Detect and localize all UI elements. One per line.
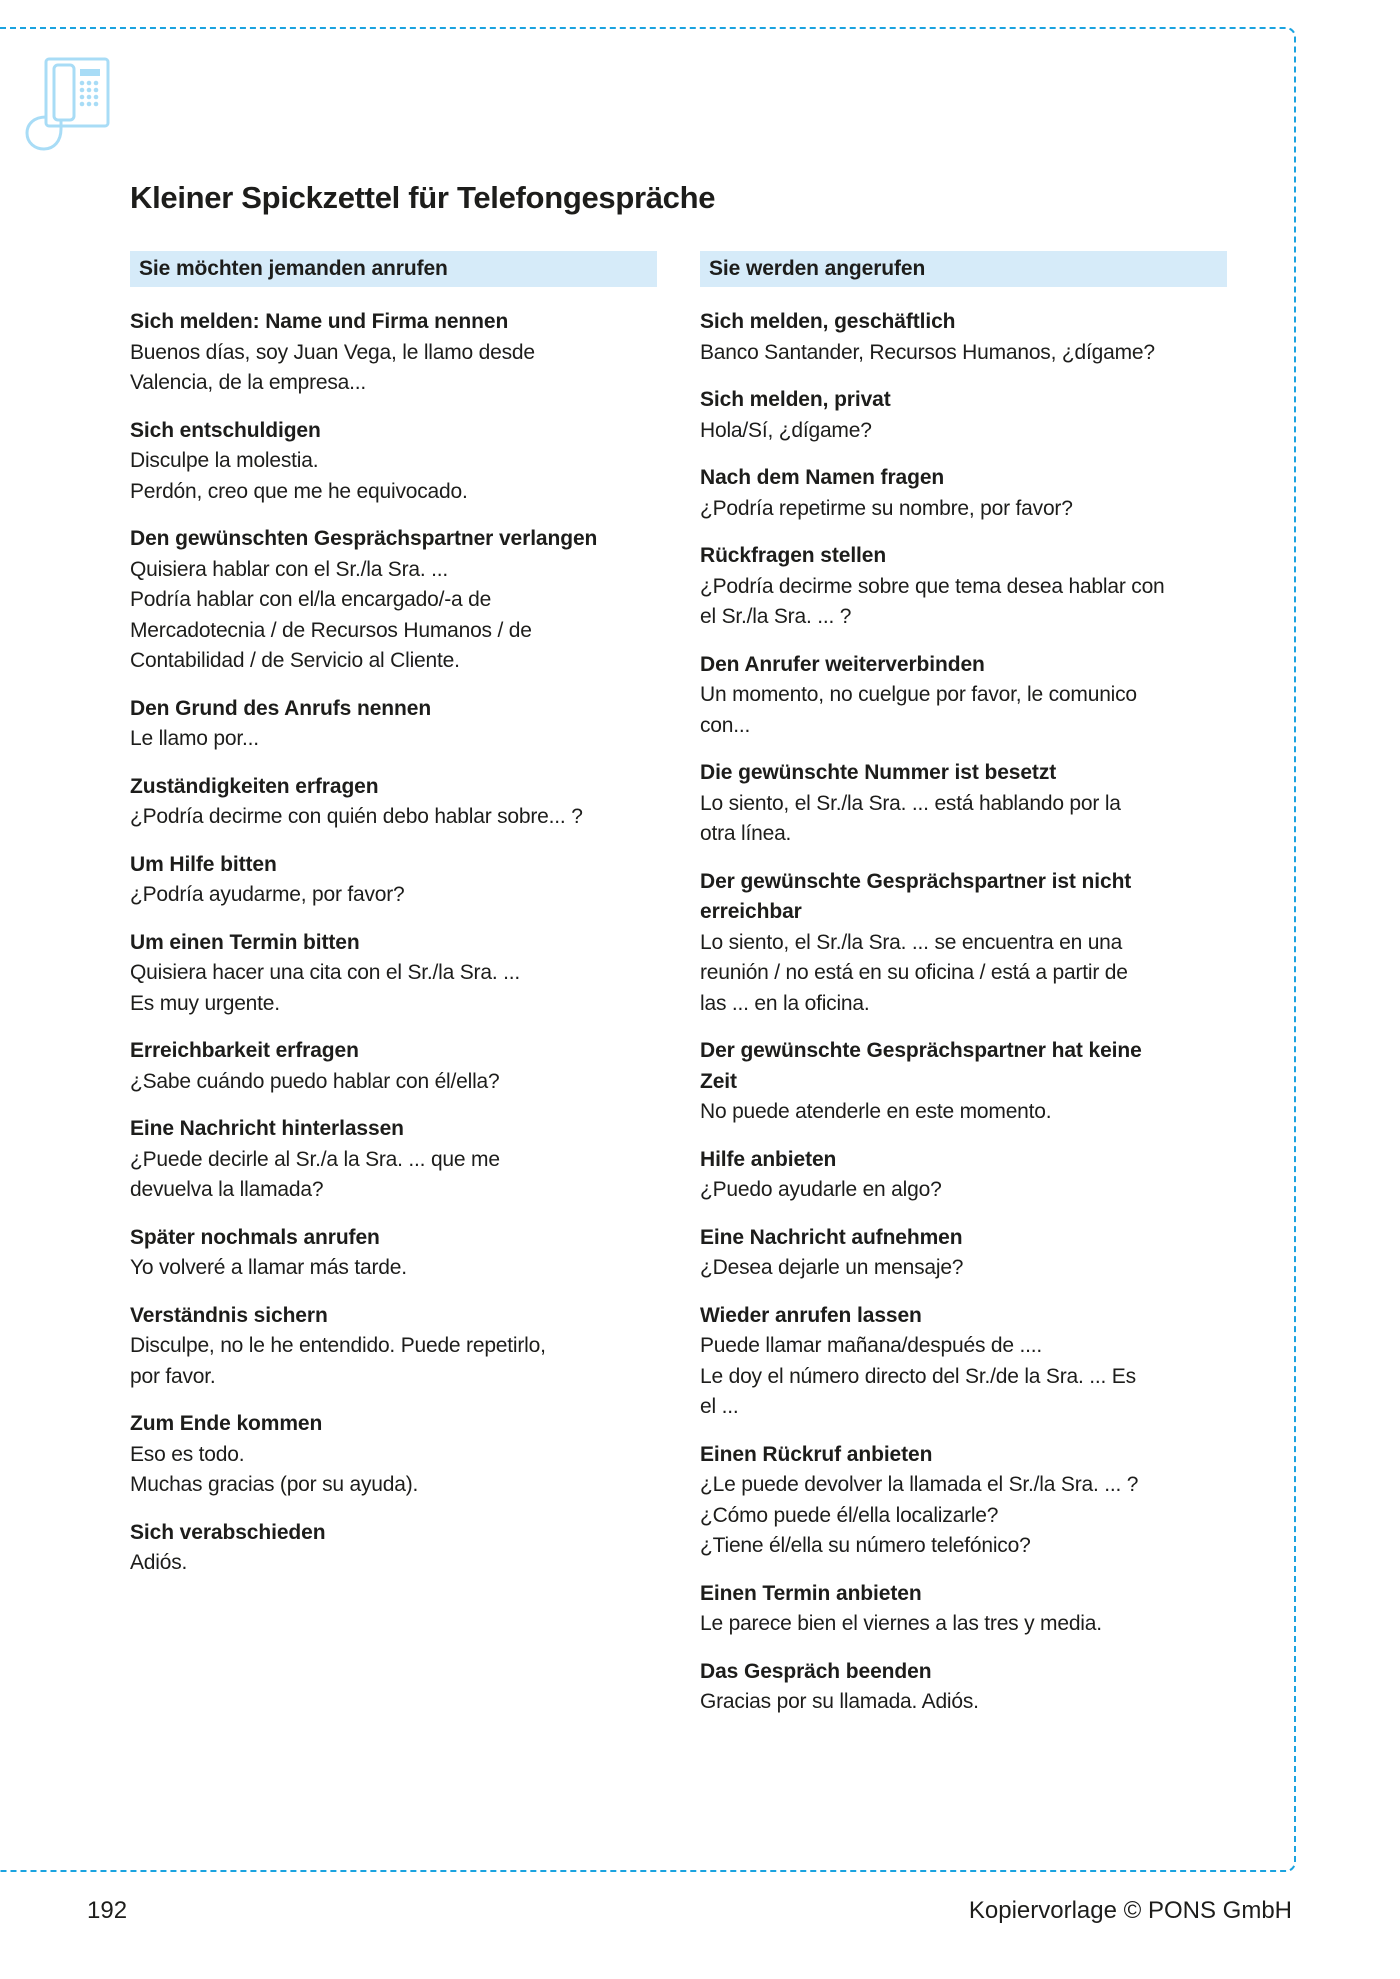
phrase-entry bbox=[700, 650, 1227, 742]
spanish-phrase: devuelva la llamada? bbox=[130, 1178, 324, 1201]
spanish-phrase: Le llamo por... bbox=[130, 727, 259, 750]
entry-heading: Sich melden, geschäftlich bbox=[700, 310, 956, 333]
column-header: Sie möchten jemanden anrufen bbox=[130, 251, 657, 287]
phrase-entry bbox=[700, 541, 1227, 633]
spanish-phrase: Quisiera hablar con el Sr./la Sra. ... bbox=[130, 557, 449, 581]
spanish-phrase: ¿Puedo ayudarle en algo? bbox=[700, 1178, 942, 1201]
spanish-phrase: ¿Sabe cuándo puedo hablar con él/ella? bbox=[130, 1069, 500, 1093]
spanish-phrase: Puede llamar mañana/después de .... bbox=[700, 1334, 1043, 1357]
copyright-notice: Kopiervorlage © PONS GmbH bbox=[968, 1897, 1292, 1924]
spanish-phrase: Podría hablar con el/la encargado/-a de bbox=[130, 588, 492, 611]
phrase-entry bbox=[130, 1518, 657, 1579]
spanish-phrase: reunión / no está en su oficina / está a partir de bbox=[700, 961, 1128, 984]
spanish-phrase: ¿Podría decirme con quién debo hablar sobre... ? bbox=[130, 805, 583, 828]
spanish-phrase: Un momento, no cuelgue por favor, le comunico bbox=[700, 683, 1137, 706]
entry-heading: Sich entschuldigen bbox=[130, 418, 321, 442]
column-being-called bbox=[700, 251, 1227, 1735]
phrase-entry bbox=[130, 1036, 657, 1097]
spanish-phrase: Es muy urgente. bbox=[130, 991, 280, 1015]
phrase-entry bbox=[130, 928, 657, 1020]
phrase-entry bbox=[700, 758, 1227, 850]
phrase-entry bbox=[700, 307, 1227, 368]
entry-heading: Die gewünschte Nummer ist besetzt bbox=[700, 761, 1057, 784]
spanish-phrase: Quisiera hacer una cita con el Sr./la Sra. ... bbox=[130, 961, 520, 984]
entry-heading: Rückfragen stellen bbox=[700, 544, 887, 567]
entry-heading: Sich melden: Name und Firma nennen bbox=[130, 310, 509, 333]
phrase-entry bbox=[130, 1223, 657, 1284]
entry-heading: Um einen Termin bitten bbox=[130, 930, 360, 954]
phrase-entry bbox=[700, 867, 1227, 1020]
spanish-phrase: las ... en la oficina. bbox=[700, 991, 870, 1015]
spanish-phrase: ¿Cómo puede él/ella localizarle? bbox=[700, 1503, 999, 1527]
spanish-phrase: Gracias por su llamada. Adiós. bbox=[700, 1690, 979, 1713]
entry-heading: Den gewünschten Gesprächspartner verlangen bbox=[130, 527, 598, 550]
phrase-entry bbox=[700, 385, 1227, 446]
spanish-phrase: el Sr./la Sra. ... ? bbox=[700, 605, 852, 628]
phrase-entry bbox=[130, 694, 657, 755]
entry-heading: Wieder anrufen lassen bbox=[700, 1303, 922, 1327]
spanish-phrase: No puede atenderle en este momento. bbox=[700, 1100, 1052, 1123]
spanish-phrase: Le parece bien el viernes a las tres y media. bbox=[700, 1612, 1102, 1635]
spanish-phrase: Lo siento, el Sr./la Sra. ... está hablando por la bbox=[700, 791, 1121, 815]
entry-heading: Sich verabschieden bbox=[130, 1520, 326, 1544]
phrase-entry bbox=[130, 1114, 657, 1206]
entry-list bbox=[700, 307, 1227, 1718]
phrase-entry bbox=[700, 1657, 1227, 1718]
phrase-entry bbox=[700, 1579, 1227, 1640]
spanish-phrase: Contabilidad / de Servicio al Cliente. bbox=[130, 649, 460, 672]
phrase-entry bbox=[700, 463, 1227, 524]
phrase-entry bbox=[130, 1409, 657, 1501]
spanish-phrase: Eso es todo. bbox=[130, 1442, 245, 1466]
spanish-phrase: Buenos días, soy Juan Vega, le llamo desde bbox=[130, 340, 535, 364]
column-calling-someone bbox=[130, 251, 657, 1596]
entry-heading: Nach dem Namen fragen bbox=[700, 466, 945, 489]
entry-heading-continued: erreichbar bbox=[700, 900, 802, 923]
entry-heading: Den Anrufer weiterverbinden bbox=[700, 652, 985, 676]
phrase-entry bbox=[130, 307, 657, 399]
spanish-phrase: Banco Santander, Recursos Humanos, ¿dígame? bbox=[700, 340, 1155, 364]
spanish-phrase: con... bbox=[700, 713, 751, 737]
entry-list bbox=[130, 307, 657, 1579]
phrase-entry bbox=[700, 1036, 1227, 1128]
spanish-phrase: Muchas gracias (por su ayuda). bbox=[130, 1473, 419, 1496]
phrase-entry bbox=[700, 1440, 1227, 1562]
entry-heading: Um Hilfe bitten bbox=[130, 852, 277, 876]
spanish-phrase: ¿Desea dejarle un mensaje? bbox=[700, 1256, 964, 1279]
entry-heading: Zuständigkeiten erfragen bbox=[130, 774, 379, 798]
phrase-entry bbox=[700, 1223, 1227, 1284]
phrase-entry bbox=[700, 1301, 1227, 1423]
page-number: 192 bbox=[87, 1897, 128, 1924]
spanish-phrase: Disculpe la molestia. bbox=[130, 449, 319, 472]
entry-heading: Den Grund des Anrufs nennen bbox=[130, 696, 432, 720]
entry-heading: Zum Ende kommen bbox=[130, 1412, 323, 1435]
spanish-phrase: Perdón, creo que me he equivocado. bbox=[130, 479, 468, 503]
phrase-entry bbox=[130, 1301, 657, 1393]
entry-heading: Später nochmals anrufen bbox=[130, 1225, 380, 1249]
entry-heading: Erreichbarkeit erfragen bbox=[130, 1039, 359, 1062]
entry-heading: Einen Termin anbieten bbox=[700, 1581, 922, 1605]
spanish-phrase: el ... bbox=[700, 1395, 739, 1418]
spanish-phrase: ¿Podría ayudarme, por favor? bbox=[130, 883, 405, 906]
spanish-phrase: ¿Le puede devolver la llamada el Sr./la Sra. ... ? bbox=[700, 1473, 1139, 1496]
spanish-phrase: ¿Podría decirme sobre que tema desea hablar con bbox=[700, 574, 1165, 598]
entry-heading: Das Gespräch beenden bbox=[700, 1659, 932, 1683]
spanish-phrase: Lo siento, el Sr./la Sra. ... se encuentra en una bbox=[700, 930, 1123, 954]
spanish-phrase: otra línea. bbox=[700, 822, 792, 845]
entry-heading-continued: Zeit bbox=[700, 1069, 737, 1093]
spanish-phrase: ¿Puede decirle al Sr./a la Sra. ... que me bbox=[130, 1147, 500, 1171]
entry-heading: Einen Rückruf anbieten bbox=[700, 1442, 933, 1466]
phrase-entry bbox=[130, 524, 657, 677]
spanish-phrase: Yo volveré a llamar más tarde. bbox=[130, 1256, 407, 1279]
spanish-phrase: por favor. bbox=[130, 1364, 216, 1388]
phrase-entry bbox=[700, 1145, 1227, 1206]
spanish-phrase: Le doy el número directo del Sr./de la Sra. ... Es bbox=[700, 1364, 1136, 1388]
spanish-phrase: ¿Tiene él/ella su número telefónico? bbox=[700, 1534, 1031, 1557]
entry-heading: Der gewünschte Gesprächspartner hat keine bbox=[700, 1039, 1142, 1062]
entry-heading: Eine Nachricht aufnehmen bbox=[700, 1225, 963, 1249]
column-header: Sie werden angerufen bbox=[700, 251, 1227, 287]
entry-heading: Verständnis sichern bbox=[130, 1303, 328, 1327]
page-title: Kleiner Spickzettel für Telefongespräche bbox=[130, 180, 716, 215]
telephone-icon bbox=[24, 56, 112, 152]
entry-heading: Hilfe anbieten bbox=[700, 1147, 837, 1171]
phrase-entry bbox=[130, 772, 657, 833]
spanish-phrase: ¿Podría repetirme su nombre, por favor? bbox=[700, 496, 1073, 520]
spanish-phrase: Mercadotecnia / de Recursos Humanos / de bbox=[130, 618, 532, 642]
spanish-phrase: Disculpe, no le he entendido. Puede repetirlo, bbox=[130, 1334, 546, 1357]
spanish-phrase: Adiós. bbox=[130, 1551, 188, 1574]
entry-heading: Sich melden, privat bbox=[700, 388, 891, 411]
entry-heading: Eine Nachricht hinterlassen bbox=[130, 1117, 404, 1140]
spanish-phrase: Hola/Sí, ¿dígame? bbox=[700, 418, 872, 442]
entry-heading: Der gewünschte Gesprächspartner ist nicht bbox=[700, 869, 1132, 893]
phrase-entry bbox=[130, 416, 657, 508]
spanish-phrase: Valencia, de la empresa... bbox=[130, 371, 367, 394]
phrase-entry bbox=[130, 850, 657, 911]
